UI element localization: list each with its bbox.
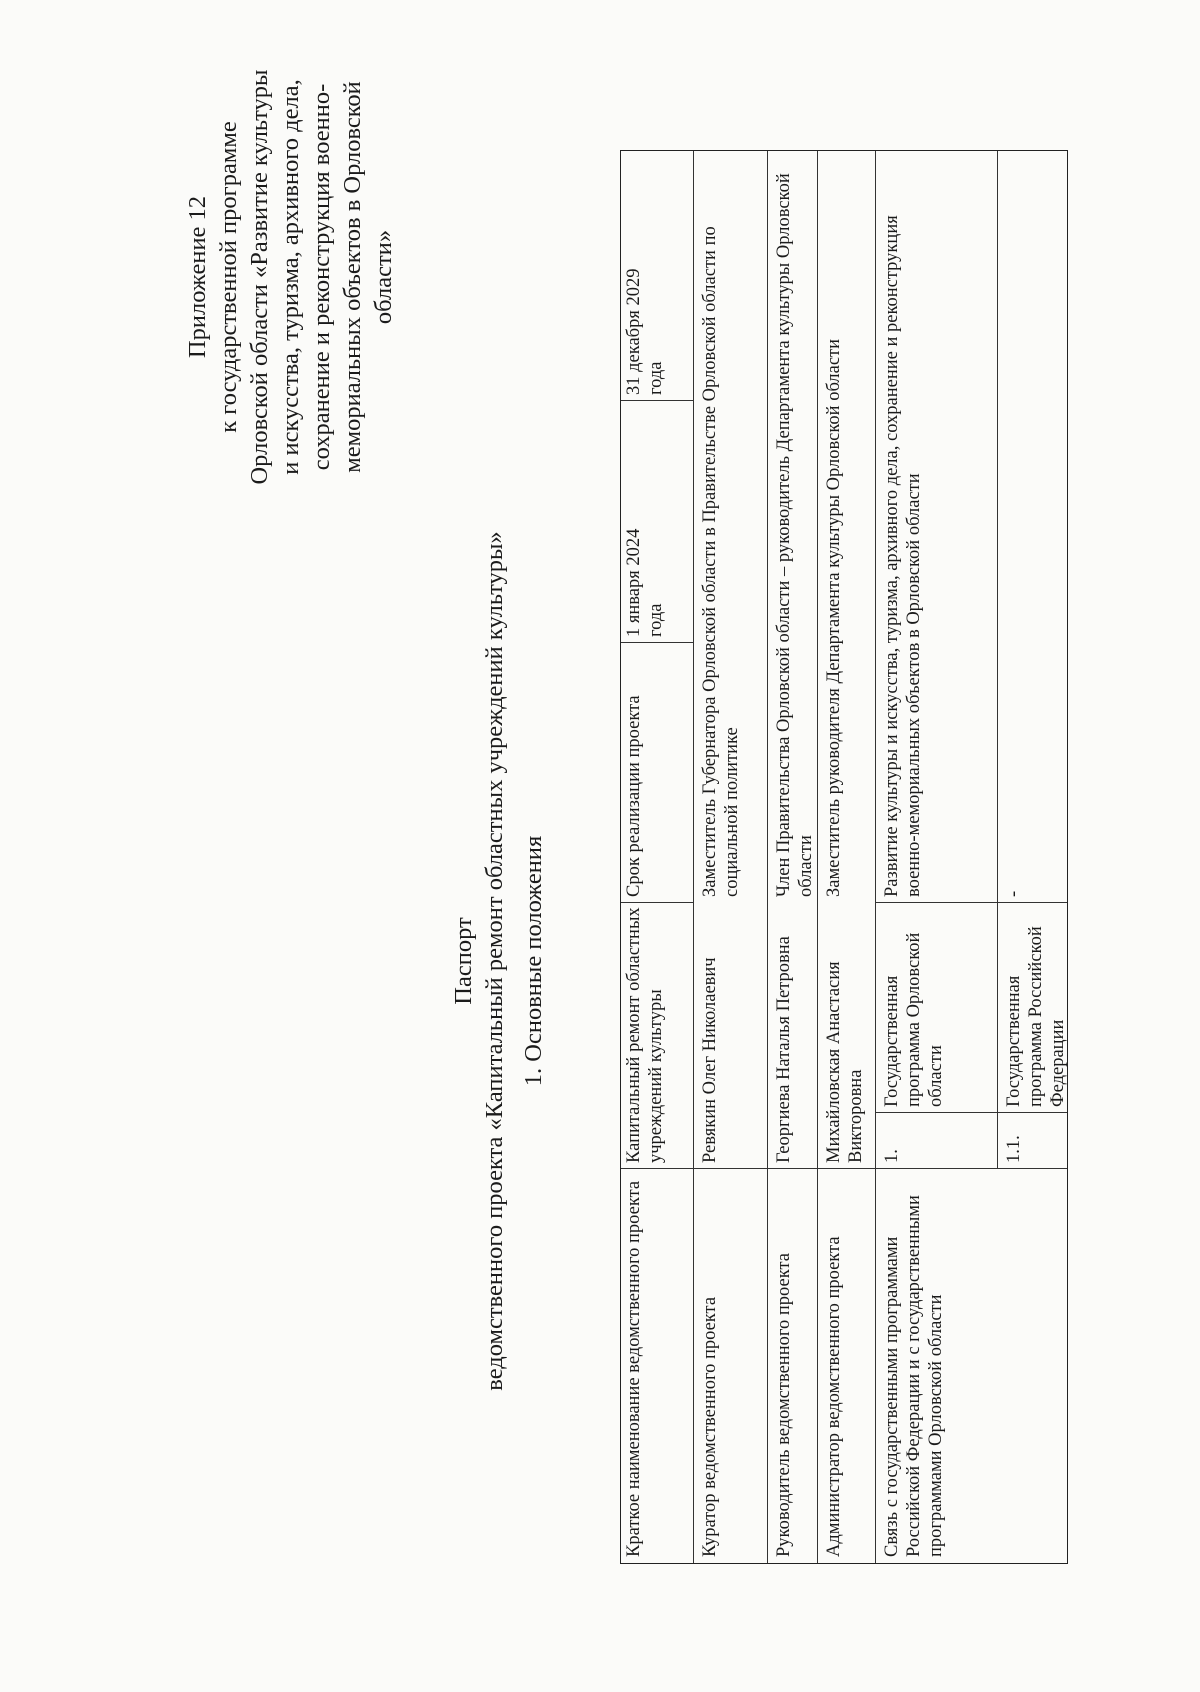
header-line: и искусства, туризма, архивного дела, bbox=[277, 79, 304, 475]
project-short-name: Капитальный ремонт областных учреждений культуры bbox=[624, 907, 666, 1163]
passport-title bbox=[448, 406, 510, 1516]
link-number: 1.1. bbox=[1004, 1135, 1024, 1163]
header-line: сохранение и реконструкция военно- bbox=[308, 83, 335, 471]
row-label-curator: Куратор ведомственного проекта bbox=[700, 1296, 720, 1557]
link-program-detail: Развитие культуры и искусства, туризма, архивного дела, сохранение и реконструкция военно-мемориальных объектов в Орловской области bbox=[882, 215, 924, 897]
provisions-table bbox=[620, 150, 1068, 1564]
header-line: Приложение 12 bbox=[184, 195, 211, 359]
link-program-detail: - bbox=[1004, 890, 1024, 897]
link-program: Государственная программа Российской Федерации bbox=[1004, 926, 1068, 1107]
head-name: Георгиева Наталья Петровна bbox=[774, 936, 794, 1163]
administrator-name: Михайловская Анастасия Викторовна bbox=[824, 961, 866, 1163]
row-label-administrator: Администратор ведомственного проекта bbox=[824, 1236, 844, 1557]
header-line: области» bbox=[370, 229, 397, 325]
section-heading: 1. Основные положения bbox=[520, 835, 547, 1087]
period-start: 1 января 2024 года bbox=[624, 528, 666, 637]
title-line-2: ведомственного проекта «Капитальный ремонт областных учреждений культуры» bbox=[481, 531, 508, 1391]
header-line: мемориальных объектов в Орловской bbox=[339, 81, 366, 473]
period-label: Срок реализации проекта bbox=[624, 695, 644, 897]
header-line: Орловской области «Развитие культуры bbox=[246, 69, 273, 485]
row-label-program-links: Связь с государственными программами Российской Федерации и с государственными программами Орловской области bbox=[882, 1195, 946, 1557]
header-line: к государственной программе bbox=[215, 121, 242, 433]
row-label-short-name: Краткое наименование ведомственного проекта bbox=[624, 1180, 644, 1557]
curator-position: Заместитель Губернатора Орловской области в Правительстве Орловской области по социальной политике bbox=[700, 226, 742, 897]
curator-name: Ревякин Олег Николаевич bbox=[700, 957, 720, 1163]
head-position: Член Правительства Орловской области – руководитель Департамента культуры Орловской области bbox=[774, 173, 816, 897]
row-label-head: Руководитель ведомственного проекта bbox=[774, 1253, 794, 1557]
appendix-header bbox=[182, 42, 399, 512]
link-program: Государственная программа Орловской области bbox=[882, 932, 946, 1107]
period-end: 31 декабря 2029 года bbox=[624, 268, 666, 395]
link-number: 1. bbox=[882, 1149, 902, 1163]
title-line-1: Паспорт bbox=[450, 917, 477, 1005]
administrator-position: Заместитель руководителя Департамента культуры Орловской области bbox=[824, 338, 844, 897]
